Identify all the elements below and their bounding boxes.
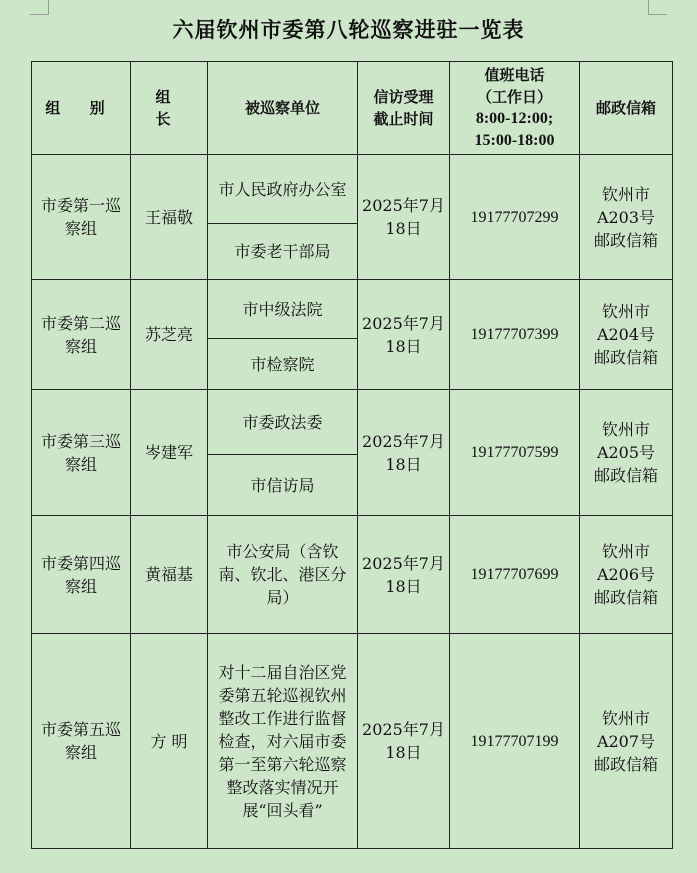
group-cell: 市委第三巡察组 bbox=[32, 390, 131, 516]
unit-cell: 市信访局 bbox=[208, 455, 358, 516]
group-cell: 市委第一巡察组 bbox=[32, 155, 131, 280]
leader-cell: 黄福基 bbox=[131, 516, 208, 634]
table-row bbox=[32, 390, 673, 455]
mailbox-cell: 钦州市A206号邮政信箱 bbox=[580, 516, 673, 634]
group-cell: 市委第二巡察组 bbox=[32, 280, 131, 390]
inspection-table bbox=[31, 61, 673, 849]
phone-cell: 19177707599 bbox=[450, 390, 580, 516]
leader-cell: 王福敬 bbox=[131, 155, 208, 280]
deadline-cell: 2025年7月18日 bbox=[358, 155, 450, 280]
group-cell: 市委第五巡察组 bbox=[32, 634, 131, 849]
page-title: 六届钦州市委第八轮巡察进驻一览表 bbox=[172, 18, 525, 42]
deadline-cell: 2025年7月18日 bbox=[358, 634, 450, 849]
header-mail: 邮政信箱 bbox=[580, 62, 673, 155]
header-unit: 被巡察单位 bbox=[208, 62, 358, 155]
unit-cell: 市公安局（含钦南、钦北、港区分局） bbox=[208, 516, 358, 634]
page-corner-mark-right bbox=[648, 0, 667, 15]
table-row bbox=[32, 516, 673, 634]
table-row bbox=[32, 155, 673, 224]
leader-cell: 苏芝亮 bbox=[131, 280, 208, 390]
leader-cell: 岑建军 bbox=[131, 390, 208, 516]
mailbox-cell: 钦州市A203号邮政信箱 bbox=[580, 155, 673, 280]
unit-cell: 市人民政府办公室 bbox=[208, 155, 358, 224]
phone-cell: 19177707699 bbox=[450, 516, 580, 634]
deadline-cell: 2025年7月18日 bbox=[358, 516, 450, 634]
phone-cell: 19177707299 bbox=[450, 155, 580, 280]
phone-cell: 19177707199 bbox=[450, 634, 580, 849]
mailbox-cell: 钦州市A207号邮政信箱 bbox=[580, 634, 673, 849]
phone-cell: 19177707399 bbox=[450, 280, 580, 390]
unit-cell: 市委老干部局 bbox=[208, 224, 358, 280]
unit-cell: 市检察院 bbox=[208, 339, 358, 390]
table-row bbox=[32, 280, 673, 339]
header-row bbox=[32, 62, 673, 155]
header-deadline: 信访受理 截止时间 bbox=[358, 62, 450, 155]
unit-cell: 市中级法院 bbox=[208, 280, 358, 339]
deadline-cell: 2025年7月18日 bbox=[358, 280, 450, 390]
unit-cell: 对十二届自治区党委第五轮巡视钦州整改工作进行监督检查，对六届市委第一至第六轮巡察整改落实情况开展“回头看” bbox=[208, 634, 358, 849]
header-phone: 值班电话 （工作日） 8:00-12:00; 15:00-18:00 bbox=[450, 62, 580, 155]
page-corner-mark-left bbox=[30, 0, 49, 15]
mailbox-cell: 钦州市A205号邮政信箱 bbox=[580, 390, 673, 516]
group-cell: 市委第四巡察组 bbox=[32, 516, 131, 634]
header-leader: 组 长 bbox=[131, 62, 208, 155]
mailbox-cell: 钦州市A204号邮政信箱 bbox=[580, 280, 673, 390]
table-row bbox=[32, 634, 673, 849]
unit-cell: 市委政法委 bbox=[208, 390, 358, 455]
leader-cell: 方 明 bbox=[131, 634, 208, 849]
header-group: 组 别 bbox=[32, 62, 131, 155]
deadline-cell: 2025年7月18日 bbox=[358, 390, 450, 516]
